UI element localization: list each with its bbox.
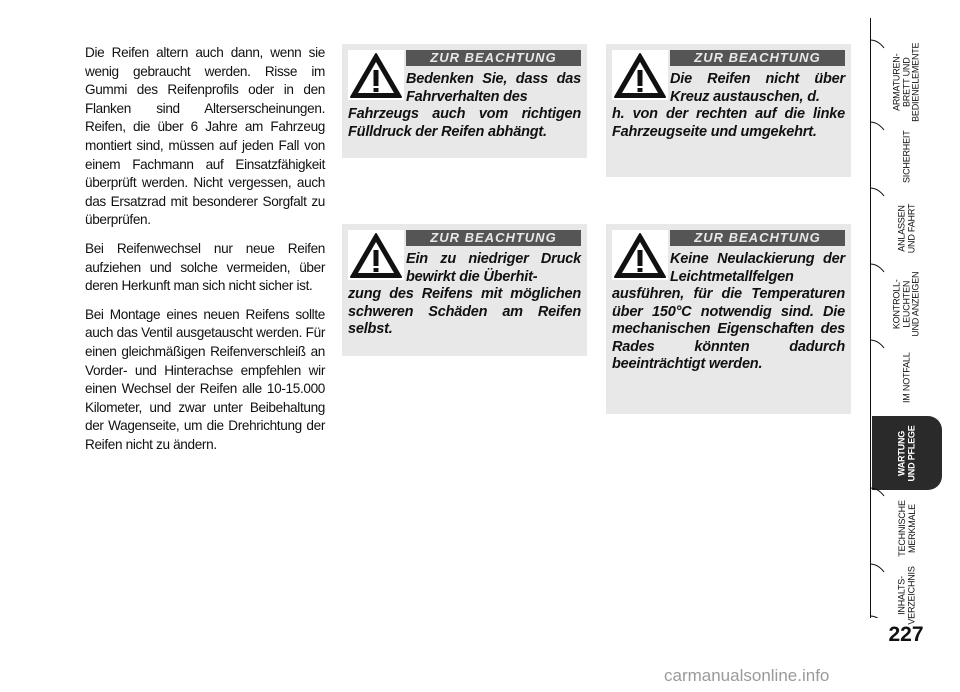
- chapter-tab-rail: [870, 18, 950, 625]
- tab-label: KONTROLL- LEUCHTEN UND ANZEIGEN: [891, 271, 921, 337]
- tab-label: WARTUNG UND PFLEGE: [896, 424, 916, 482]
- warning-box-low-pressure-overheat: [342, 224, 587, 356]
- warning-triangle-icon: [348, 230, 404, 280]
- paragraph-valve-rotation: Bei Montage eines neuen Reifens sollte auch das Ventil ausgetauscht werden. Für einen gleichmäßigen Reifenverschleiß an Vorder- und Hinterachse empfehlen wir einen Wechsel der Reifen alle 10-15.000 Kilometer, und zwar unter Beibehaltung der Wagenseite, um die Drehrichtung der Reifen nicht zu ändern.: [85, 306, 325, 452]
- warning-heading: ZUR BEACHTUNG: [406, 230, 581, 246]
- page-number: 227: [888, 623, 924, 646]
- warning-text-lead: Keine Neulackierung der Leichtmetallfelgen: [670, 251, 845, 285]
- warning-triangle-icon: [348, 50, 404, 100]
- tab-label: ARMATUREN- BRETT UND BEDIENELEMENTE: [891, 42, 921, 122]
- warning-triangle-icon: [612, 50, 668, 100]
- warning-heading: ZUR BEACHTUNG: [670, 50, 845, 66]
- tab-label: ANLASSEN UND FAHRT: [896, 203, 916, 253]
- warning-triangle-icon: [612, 230, 668, 280]
- warning-text-rest: h. von der rechten auf die linke Fahrzeugseite und umgekehrt.: [612, 106, 845, 140]
- body-text-column: [85, 44, 325, 464]
- warning-box-tire-pressure-handling: [342, 44, 587, 158]
- paragraph-new-tires: Bei Reifenwechsel nur neue Reifen aufziehen und solche vermeiden, über deren Herkunft man sich nicht sicher ist.: [85, 240, 325, 294]
- warning-box-no-cross-swap: [606, 44, 851, 177]
- warning-heading: ZUR BEACHTUNG: [406, 50, 581, 66]
- warning-heading: ZUR BEACHTUNG: [670, 230, 845, 246]
- tab-label: TECHNISCHE MERKMALE: [896, 499, 916, 557]
- warning-text-lead: Ein zu niedriger Druck bewirkt die Überhit-: [406, 251, 581, 285]
- tab-label: IM NOTFALL: [901, 352, 912, 404]
- warning-text-lead: Die Reifen nicht über Kreuz austauschen, d.: [670, 71, 845, 105]
- tab-separators: [870, 18, 950, 618]
- warning-box-no-rim-repaint: [606, 224, 851, 414]
- warning-text-rest: Fahrzeugs auch vom richtigen Fülldruck der Reifen abhängt.: [348, 106, 581, 140]
- tab-label: SICHERHEIT: [901, 130, 912, 184]
- warning-text-rest: ausführen, für die Temperaturen über 150°C notwendig sind. Die mechanischen Eigenschaften des Rades könnten dadurch beeinträchtigt werden.: [612, 286, 845, 372]
- paragraph-tire-aging: Die Reifen altern auch dann, wenn sie wenig gebraucht werden. Risse im Gummi des Reifenprofils oder in den Flanken sind Alterserscheinungen. Reifen, die über 6 Jahre am Fahrzeug montiert sind, müssen auf jeden Fall von einem Fachmann auf Einsatzfähigkeit überprüft werden. Nicht vergessen, auch das Ersatzrad mit besonderer Sorgfalt zu überprüfen.: [85, 45, 325, 228]
- warning-text-lead: Bedenken Sie, dass das Fahrverhalten des: [406, 71, 581, 105]
- watermark: carmanualsonline.info: [664, 666, 830, 685]
- tab-label: INHALTS- VERZEICHNIS: [896, 565, 916, 625]
- warning-text-rest: zung des Reifens mit möglichen schweren Schäden am Reifen selbst.: [348, 286, 581, 337]
